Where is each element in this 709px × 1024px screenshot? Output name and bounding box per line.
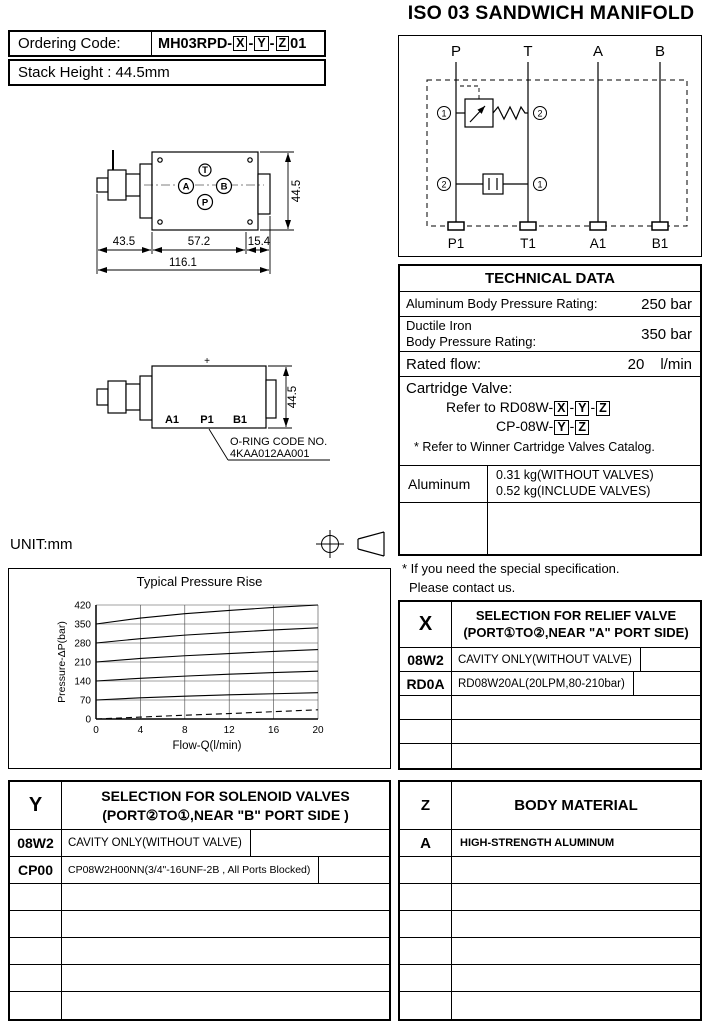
rated-flow-value <box>628 356 692 373</box>
footnote-line2: Please contact us. <box>409 579 516 595</box>
svg-text:280: 280 <box>74 638 91 650</box>
table-row <box>400 830 700 857</box>
table-row-empty <box>10 911 389 938</box>
port-pad <box>520 222 536 230</box>
code-z-box: Z <box>596 401 610 416</box>
code-dash: - <box>569 399 575 415</box>
dim-height-label: 44.5 <box>287 385 299 409</box>
svg-text:70: 70 <box>79 695 91 707</box>
weight-row <box>400 466 700 503</box>
circuit-port-t1: T1 <box>520 236 536 251</box>
x-table-header <box>400 602 700 648</box>
cartridge-ref-line1 <box>400 399 700 416</box>
circuit-port-p1: P1 <box>447 236 465 251</box>
svg-text:16: 16 <box>268 725 280 736</box>
mounting-hole <box>158 220 162 224</box>
code-x-box: X <box>554 401 568 416</box>
option-desc: CAVITY ONLY(WITHOUT VALVE) <box>452 648 641 671</box>
ductile-label-line2: Body Pressure Rating: <box>406 334 537 349</box>
circuit-port-t: T <box>523 43 533 60</box>
x-table-key: X <box>400 602 452 647</box>
stem-segment <box>126 174 140 196</box>
cartridge-ref-line2 <box>400 418 700 435</box>
svg-text:420: 420 <box>74 600 91 612</box>
table-row-empty <box>10 965 389 992</box>
projection-symbols <box>312 528 392 560</box>
weight-empty-cell <box>400 503 488 554</box>
z-table-header <box>400 782 700 830</box>
right-tab <box>266 380 276 418</box>
stem-segment <box>97 389 108 405</box>
pressure-rating-aluminum-row <box>400 292 700 317</box>
z-title: BODY MATERIAL <box>514 796 638 814</box>
port-p1-label: P1 <box>200 414 214 426</box>
ordering-code-box <box>8 30 326 57</box>
table-row <box>10 830 389 857</box>
solenoid-port-2: 2 <box>441 179 447 190</box>
pressure-rating-ductile-row <box>400 317 700 352</box>
solenoid-port-1: 1 <box>537 179 543 190</box>
port-b-label: B <box>220 181 228 193</box>
weight-empty-row <box>400 503 700 554</box>
ordering-code-value <box>152 32 324 55</box>
hydraulic-circuit-panel <box>398 35 702 257</box>
side-view-drawing <box>78 352 388 482</box>
code-y-box: Y <box>554 420 568 435</box>
option-code: 08W2 <box>10 830 62 856</box>
z-table-title <box>452 782 700 829</box>
dim-height-label: 44.5 <box>291 179 303 203</box>
solenoid-valve-selection-table <box>8 780 391 1021</box>
code-suffix: 01 <box>290 35 307 52</box>
code-y-box: Y <box>254 36 268 51</box>
mounting-hole <box>158 158 162 162</box>
port-p-label: P <box>201 197 209 209</box>
svg-text:20: 20 <box>312 725 324 736</box>
table-row-empty <box>400 992 700 1019</box>
stack-height-label: Stack Height : 44.5mm <box>18 64 170 81</box>
circuit-port-a: A <box>592 43 604 60</box>
option-desc: CP08W2H00NN(3/4"-16UNF-2B , All Ports Blocked) <box>62 857 319 883</box>
table-row <box>400 648 700 672</box>
cartridge-cp-prefix: CP-08W- <box>496 418 554 435</box>
circuit-port-a1: A1 <box>589 236 607 251</box>
dim-total-label: 116.1 <box>169 257 197 269</box>
body-material-table <box>398 780 702 1021</box>
top-view-drawing <box>78 138 388 288</box>
cartridge-ref-prefix: Refer to RD08W- <box>446 399 554 415</box>
table-row <box>10 857 389 884</box>
ductile-rating-value: 350 bar <box>641 325 692 343</box>
code-dash: - <box>569 418 575 435</box>
dim-c-label: 15.4 <box>247 236 271 248</box>
code-dash: - <box>248 35 254 52</box>
table-row <box>400 672 700 696</box>
catalog-note: * Refer to Winner Cartridge Valves Catalog. <box>414 440 655 455</box>
pressure-rise-chart-panel <box>8 568 391 769</box>
ductile-rating-label <box>406 318 536 351</box>
svg-text:4: 4 <box>137 725 144 736</box>
z-table-key: Z <box>400 782 452 829</box>
rated-flow-label: Rated flow: <box>406 355 482 373</box>
oring-leader-line <box>209 429 228 460</box>
table-row-empty <box>400 884 700 911</box>
cartridge-valve-block <box>400 377 700 466</box>
svg-text:350: 350 <box>74 619 91 631</box>
relief-port-2: 2 <box>537 108 543 119</box>
hydraulic-circuit-diagram <box>399 36 699 254</box>
weight-include-valves: 0.52 kg(INCLUDE VALVES) <box>496 484 651 498</box>
y-title-line1: SELECTION FOR SOLENOID VALVES <box>101 788 350 805</box>
table-row-empty <box>400 911 700 938</box>
table-row-empty <box>10 938 389 965</box>
port-b1-label: B1 <box>232 414 248 426</box>
table-row-empty <box>400 696 700 720</box>
technical-data-panel <box>398 264 702 556</box>
oring-label: O-RING CODE NO. <box>230 436 328 448</box>
chart-title: Typical Pressure Rise <box>136 574 263 589</box>
mounting-hole <box>248 158 252 162</box>
code-dash: - <box>590 399 596 415</box>
svg-text:8: 8 <box>182 725 188 736</box>
port-pad <box>590 222 606 230</box>
special-spec-note <box>402 560 702 598</box>
page-title: ISO 03 SANDWICH MANIFOLD <box>407 2 695 24</box>
weight-values <box>488 466 700 502</box>
technical-data-title: TECHNICAL DATA <box>400 266 700 292</box>
pilot-line <box>457 86 479 99</box>
circuit-port-p: P <box>450 43 462 60</box>
solenoid-cavity-symbol <box>483 174 503 194</box>
flow-unit: l/min <box>660 355 692 373</box>
x-title-line2: (PORT①TO②,NEAR "A" PORT SIDE) <box>463 624 689 640</box>
table-row-empty <box>400 857 700 884</box>
y-table-header <box>10 782 389 830</box>
code-z-box: Z <box>276 36 290 51</box>
y-table-title <box>62 782 389 829</box>
stem-segment <box>126 384 140 410</box>
weight-without-valves: 0.31 kg(WITHOUT VALVES) <box>496 468 654 483</box>
dim-a-label: 43.5 <box>112 236 136 248</box>
valve-collar <box>140 376 152 420</box>
svg-text:Pressure-ΔP(bar): Pressure-ΔP(bar) <box>56 621 68 703</box>
svg-text:210: 210 <box>74 657 91 669</box>
weight-material: Aluminum <box>400 466 488 502</box>
stem-segment <box>108 381 126 413</box>
option-code: RD0A <box>400 672 452 695</box>
stack-height-box <box>8 59 326 86</box>
port-pad <box>448 222 464 230</box>
circuit-port-b1: B1 <box>651 236 669 251</box>
svg-text:140: 140 <box>74 676 91 688</box>
cartridge-valve-label: Cartridge Valve: <box>406 380 513 397</box>
option-desc: CAVITY ONLY(WITHOUT VALVE) <box>62 830 251 856</box>
port-pad <box>652 222 668 230</box>
table-row-empty <box>10 992 389 1019</box>
table-row-empty <box>400 965 700 992</box>
table-row-empty <box>400 720 700 744</box>
x-title-line1: SELECTION FOR RELIEF VALVE <box>475 607 677 623</box>
x-table-title <box>452 602 700 647</box>
plus-mark: + <box>204 356 210 367</box>
table-row-empty <box>400 938 700 965</box>
code-prefix: MH03RPD- <box>158 35 233 52</box>
option-desc: HIGH-STRENGTH ALUMINUM <box>460 837 615 849</box>
oring-code: 4KAA012AA001 <box>230 448 310 460</box>
y-table-key: Y <box>10 782 62 829</box>
code-z-box: Z <box>575 420 589 435</box>
port-t-label: T <box>202 165 208 176</box>
relief-valve-selection-table <box>398 600 702 770</box>
circuit-port-b: B <box>654 43 666 60</box>
y-title-line2: (PORT②TO①,NEAR "B" PORT SIDE ) <box>102 806 349 823</box>
code-y-box: Y <box>575 401 589 416</box>
dim-b-label: 57.2 <box>187 236 211 248</box>
ordering-code-label: Ordering Code: <box>10 32 152 55</box>
code-x-box: X <box>233 36 247 51</box>
svg-text:0: 0 <box>93 725 99 736</box>
relief-port-1: 1 <box>441 108 447 119</box>
port-a-label: A <box>182 181 190 193</box>
mounting-hole <box>248 220 252 224</box>
stem-segment <box>108 170 126 200</box>
ductile-label-line1: Ductile Iron <box>406 317 472 333</box>
rated-flow-row <box>400 352 700 377</box>
valve-collar <box>140 164 152 218</box>
svg-text:0: 0 <box>85 714 91 726</box>
unit-label: UNIT:mm <box>10 536 73 553</box>
third-angle-projection-icon <box>358 532 384 556</box>
right-tab <box>258 174 270 214</box>
option-code: CP00 <box>10 857 62 883</box>
table-row-empty <box>10 884 389 911</box>
flow-number: 20 <box>627 355 645 373</box>
option-code: A <box>400 830 452 856</box>
table-row-empty <box>400 744 700 768</box>
port-a1-label: A1 <box>164 414 180 426</box>
pressure-rise-chart <box>9 589 388 765</box>
option-code: 08W2 <box>400 648 452 671</box>
weight-table <box>400 466 700 554</box>
option-desc: RD08W20AL(20LPM,80-210bar) <box>452 672 634 695</box>
code-dash: - <box>269 35 275 52</box>
footnote-line1: * If you need the special specification. <box>402 561 620 576</box>
stem-segment <box>97 178 108 192</box>
svg-text:Flow-Q(l/min): Flow-Q(l/min) <box>172 740 242 752</box>
aluminum-rating-value: 250 bar <box>641 295 692 313</box>
aluminum-rating-label: Aluminum Body Pressure Rating: <box>406 295 598 311</box>
svg-text:12: 12 <box>223 725 235 736</box>
relief-spring <box>493 107 528 119</box>
